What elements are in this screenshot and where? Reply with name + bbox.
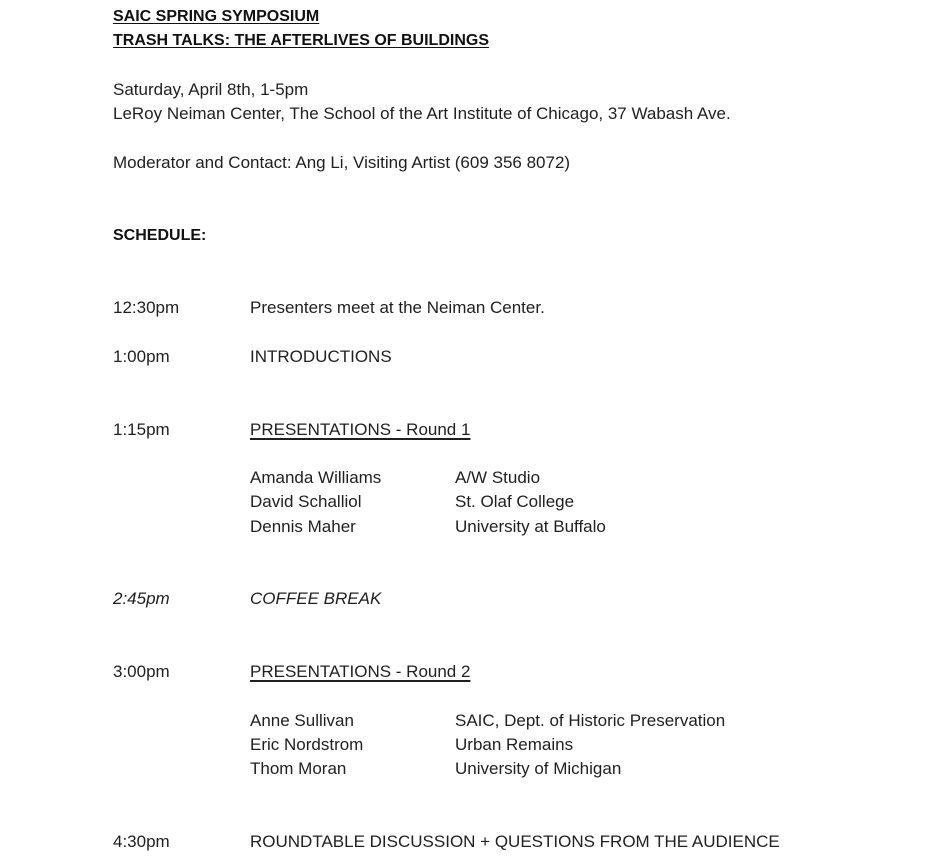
event-date: Saturday, April 8th, 1-5pm	[113, 80, 309, 99]
presentations-round-1-heading: PRESENTATIONS - Round 1	[250, 420, 471, 439]
presenter-affiliation: University at Buffalo	[455, 517, 606, 536]
presenter-affiliation: University of Michigan	[455, 759, 622, 778]
schedule-time: 1:15pm	[113, 420, 170, 439]
schedule-time: 2:45pm	[113, 589, 170, 608]
schedule-time: 4:30pm	[113, 832, 170, 851]
presenter-name: Eric Nordstrom	[250, 735, 364, 754]
schedule-time: 12:30pm	[113, 298, 180, 317]
schedule-heading: SCHEDULE:	[113, 227, 207, 244]
title-line-2: TRASH TALKS: THE AFTERLIVES OF BUILDINGS	[113, 32, 489, 49]
schedule-event: INTRODUCTIONS	[250, 347, 392, 366]
schedule-event: ROUNDTABLE DISCUSSION + QUESTIONS FROM THE AUDIENCE	[250, 832, 780, 851]
presenter-affiliation: Urban Remains	[455, 735, 574, 754]
presenter-affiliation: St. Olaf College	[455, 492, 575, 511]
schedule-event: Presenters meet at the Neiman Center.	[250, 298, 545, 317]
title-line-1: SAIC SPRING SYMPOSIUM	[113, 8, 320, 25]
presenter-name: Anne Sullivan	[250, 711, 354, 730]
presenter-name: Thom Moran	[250, 759, 347, 778]
presenter-affiliation: A/W Studio	[455, 468, 541, 487]
presenter-name: David Schalliol	[250, 492, 362, 511]
event-location: LeRoy Neiman Center, The School of the Art Institute of Chicago, 37 Wabash Ave.	[113, 104, 731, 123]
schedule-time: 3:00pm	[113, 662, 170, 681]
presenter-name: Dennis Maher	[250, 517, 356, 536]
presenter-name: Amanda Williams	[250, 468, 382, 487]
schedule-time: 1:00pm	[113, 347, 170, 366]
moderator-contact: Moderator and Contact: Ang Li, Visiting Artist (609 356 8072)	[113, 153, 571, 172]
presentations-round-2-heading: PRESENTATIONS - Round 2	[250, 662, 471, 681]
schedule-event: COFFEE BREAK	[250, 589, 382, 608]
presenter-affiliation: SAIC, Dept. of Historic Preservation	[455, 711, 726, 730]
